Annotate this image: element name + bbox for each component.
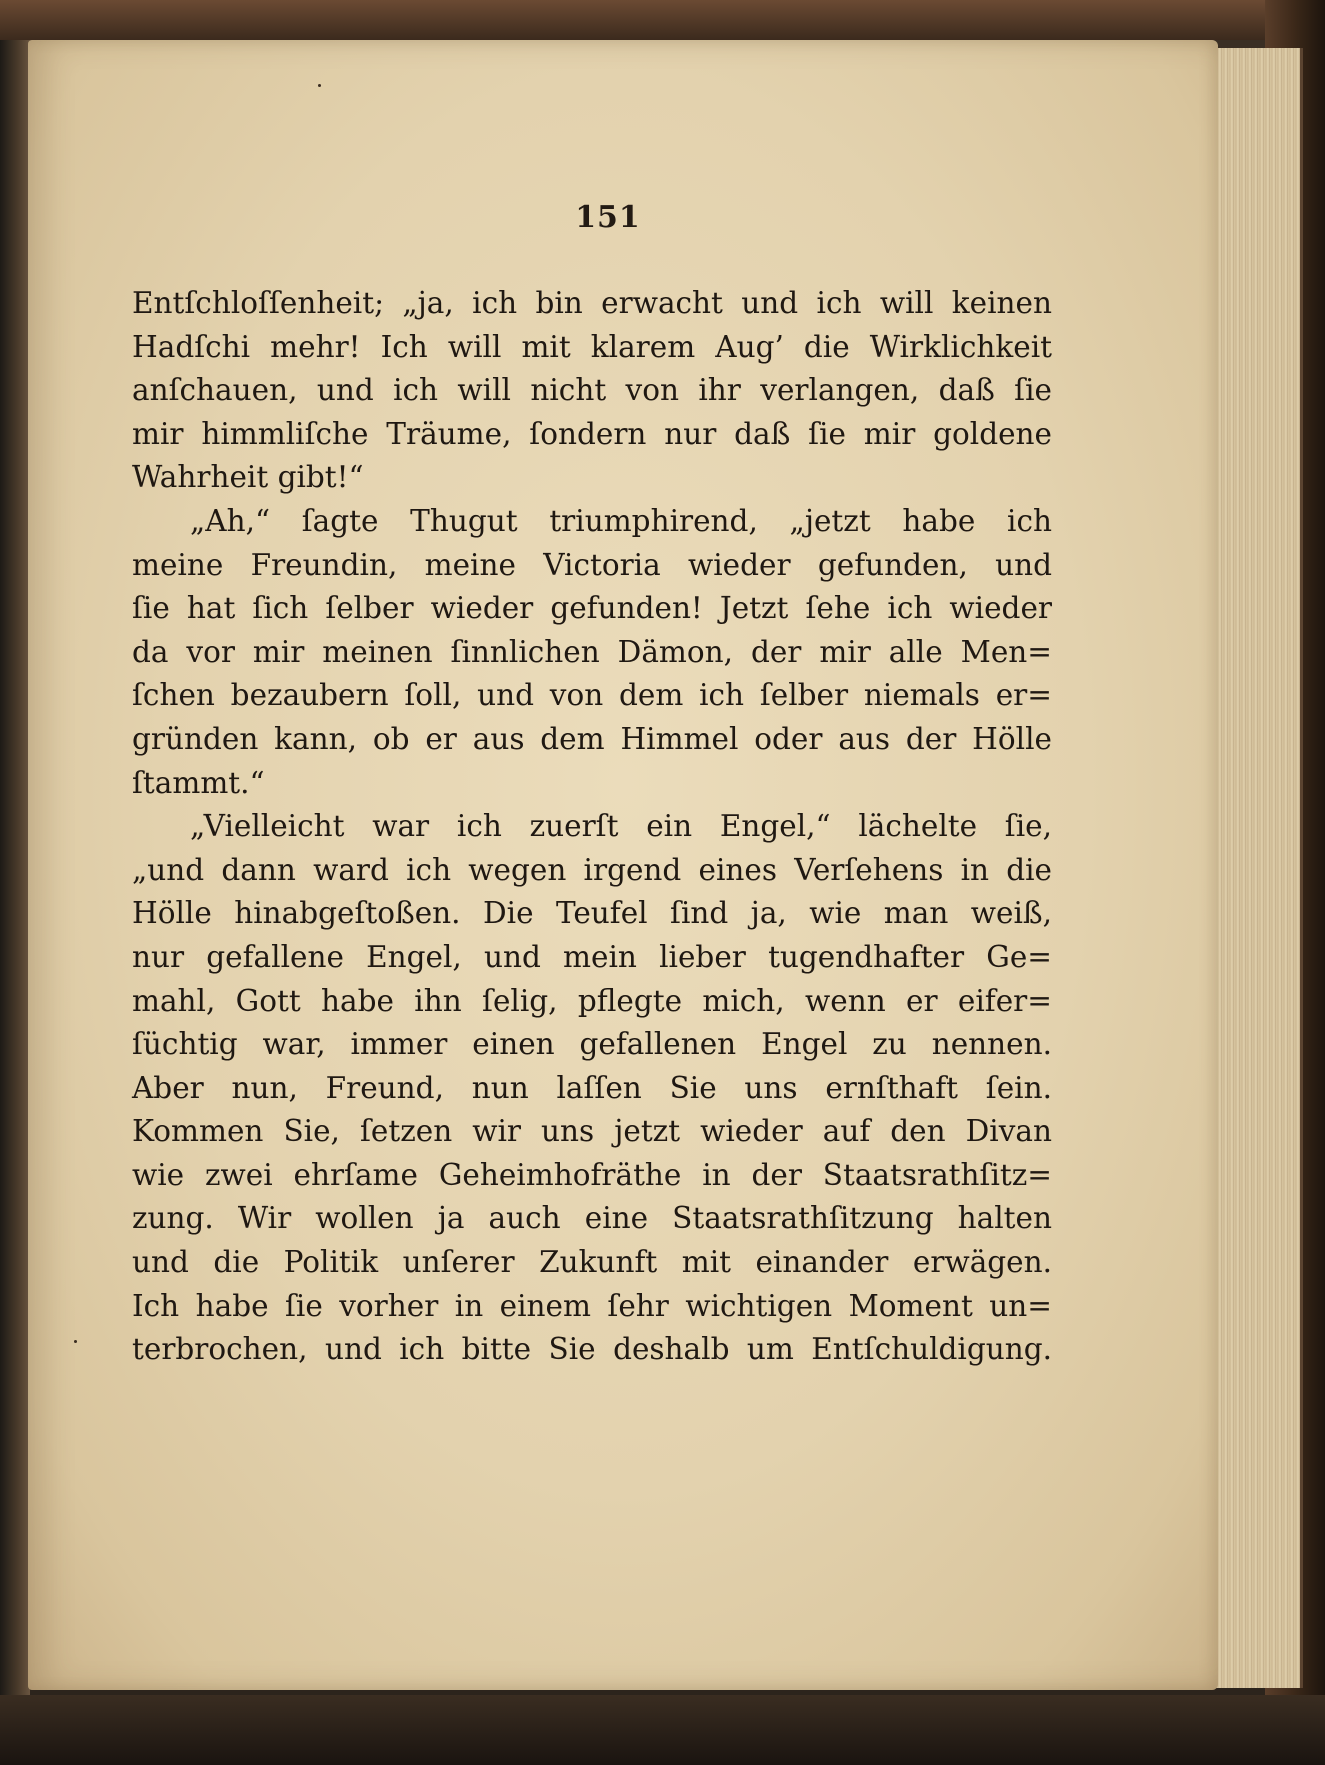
text-line: zung. Wir wollen ja auch eine Staatsrathſitzung halten (132, 1201, 1052, 1236)
text-line: „Vielleicht war ich zuerſt ein Engel,“ lächelte ſie, (190, 809, 1052, 844)
text-line: ſchen bezaubern ſoll, und von dem ich ſelber niemals er= (132, 678, 1052, 713)
text-line: Entſchloſſenheit; „ja, ich bin erwacht und ich will keinen (132, 286, 1052, 320)
binding-gutter (0, 40, 30, 1740)
text-line: mahl, Gott habe ihn ſelig, pflegte mich, wenn er eifer= (132, 983, 1052, 1018)
text-line: da vor mir meinen ſinnlichen Dämon, der mir alle Men= (132, 634, 1052, 669)
text-line: ſüchtig war, immer einen gefallenen Engel zu nennen. (132, 1027, 1052, 1062)
body-text (132, 282, 1052, 1372)
text-line: mir himmliſche Träume, ſondern nur daß ſie mir goldene (132, 416, 1052, 451)
paper-speck (74, 1340, 77, 1343)
text-line: Aber nun, Freund, nun laſſen Sie uns ernſthaft ſein. (132, 1070, 1052, 1105)
page-stack-edges (1210, 48, 1303, 1688)
paper-speck (318, 84, 321, 87)
text-line: Wahrheit gibt!“ (132, 460, 364, 495)
text-line: nur gefallene Engel, und mein lieber tugendhafter Ge= (132, 939, 1052, 974)
book-cover-top-edge (0, 0, 1325, 40)
text-line: gründen kann, ob er aus dem Himmel oder aus der Hölle (132, 721, 1052, 756)
text-line: „Ah,“ ſagte Thugut triumphirend, „jetzt habe ich (190, 503, 1052, 538)
text-line: terbrochen, und ich bitte Sie deshalb um Entſchuldigung. (132, 1332, 1052, 1367)
page-number: 151 (575, 200, 641, 235)
text-line: und die Politik unſerer Zukunft mit einander erwägen. (132, 1245, 1052, 1280)
book-page (28, 40, 1218, 1690)
text-line: Hölle hinabgeſtoßen. Die Teufel ſind ja, wie man weiß, (132, 896, 1052, 931)
text-line: anſchauen, und ich will nicht von ihr verlangen, daß ſie (132, 373, 1052, 408)
text-line: „und dann ward ich wegen irgend eines Verſehens in die (132, 852, 1052, 887)
text-line: ſie hat ſich ſelber wieder gefunden! Jetzt ſehe ich wieder (132, 591, 1052, 626)
text-line: Ich habe ſie vorher in einem ſehr wichtigen Moment un= (132, 1288, 1052, 1323)
text-line: wie zwei ehrſame Geheimhofräthe in der Staatsrathſitz= (132, 1157, 1052, 1192)
text-line: ſtammt.“ (132, 765, 265, 800)
text-line: Hadſchi mehr! Ich will mit klarem Aug’ die Wirklichkeit (132, 329, 1052, 364)
text-line: meine Freundin, meine Victoria wieder gefunden, und (132, 547, 1052, 582)
book-cover-bottom-edge (0, 1695, 1325, 1765)
text-line: Kommen Sie, ſetzen wir uns jetzt wieder auf den Divan (132, 1114, 1052, 1149)
